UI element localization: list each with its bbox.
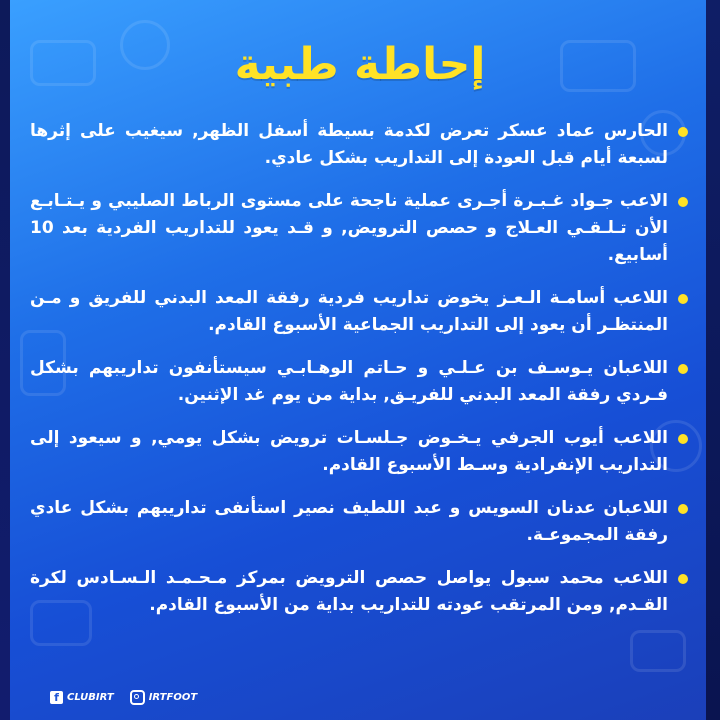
bullet-icon xyxy=(678,364,688,374)
instagram-link[interactable] xyxy=(130,690,197,705)
bullet-icon xyxy=(678,504,688,514)
bullet-icon xyxy=(678,197,688,207)
bullet-icon xyxy=(678,294,688,304)
page-title: إحاطة طبية xyxy=(234,39,486,90)
facebook-handle: CLUBIRT xyxy=(67,691,114,703)
list-item-text: اللاعب محمد سبول يواصل حصص الترويض بمركز مـحـمـد الـسـادس لكرة القـدم, ومن المرتقب عودته للتداريب بداية من الأسبوع القادم. xyxy=(30,568,668,615)
left-edge xyxy=(0,0,10,720)
list-item xyxy=(30,425,690,479)
right-edge xyxy=(706,0,720,720)
bullet-icon xyxy=(678,434,688,444)
list-item-text: اللاعب أيوب الجرفي يـخـوض جـلسـات ترويض بشكل يومي, و سيعود إلى التداريب الإنفرادية وسـط الأسبوع القادم. xyxy=(30,428,668,475)
list-item xyxy=(30,495,690,549)
list-item xyxy=(30,188,690,269)
bullet-icon xyxy=(678,127,688,137)
decor-shape xyxy=(630,630,686,672)
list-item xyxy=(30,565,690,619)
facebook-icon: f xyxy=(50,691,63,704)
bullet-icon xyxy=(678,574,688,584)
medical-report-list xyxy=(30,118,690,635)
social-footer xyxy=(50,689,197,705)
list-item xyxy=(30,355,690,409)
list-item-text: اللاعب أسامـة الـعـز يخوض تداريب فردية رفقة المعد البدني للفريق و مـن المنتظـر أن يعود إلى التداريب الجماعية الأسبوع القادم. xyxy=(30,288,668,335)
instagram-handle: IRTFOOT xyxy=(148,691,198,703)
facebook-link[interactable] xyxy=(50,691,114,704)
list-item xyxy=(30,118,690,172)
instagram-icon xyxy=(130,690,145,705)
list-item xyxy=(30,285,690,339)
list-item-text: الاعب جـواد غـبـرة أجـرى عملية ناجحة على مستوى الرباط الصليبي و يـتـابـع الأن تـلـقـي العـلاج و حصص الترويض, و قـد يعود للتداريب الفردية بعد 10 أسابيع. xyxy=(30,191,668,265)
list-item-text: اللاعبان عدنان السويس و عبد اللطيف نصير استأنفى تداريبهم بشكل عادي رفقة المجموعـة. xyxy=(30,498,668,545)
title-container xyxy=(0,38,720,92)
list-item-text: الحارس عماد عسكر تعرض لكدمة بسيطة أسفل الظهر, سيغيب على إثرها لسبعة أيام قبل العودة إلى التداريب بشكل عادي. xyxy=(30,121,668,168)
list-item-text: اللاعبان يـوسـف بن عـلـي و حـاتم الوهـابـي سيستأنفون تداريبهم بشكل فـردي رفقة المعد البدني للفريـق, بداية من يوم غد الإثنين. xyxy=(30,358,668,405)
